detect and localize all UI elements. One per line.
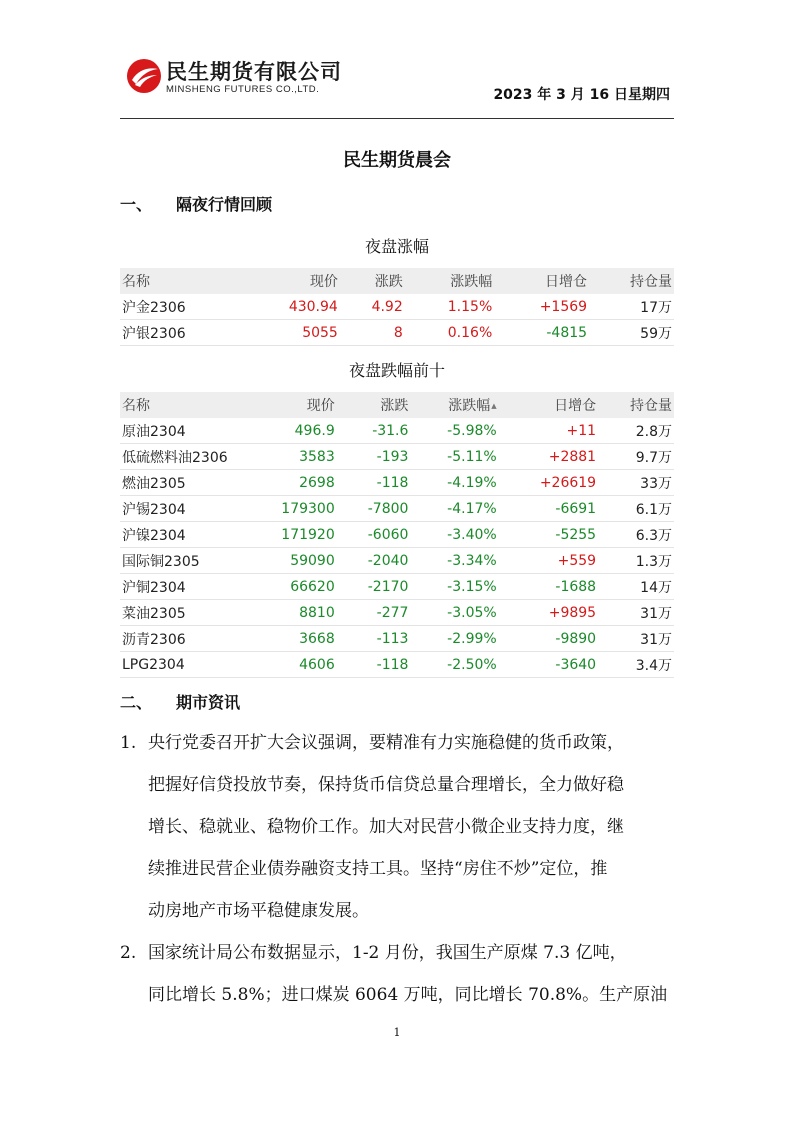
cell-change: -2040 <box>337 548 411 574</box>
cell-change: -118 <box>337 652 411 678</box>
cell-oi: 59万 <box>589 320 674 346</box>
cell-name: LPG2304 <box>120 652 242 678</box>
header-divider <box>120 118 674 119</box>
column-header-oi-change <box>494 268 589 294</box>
cell-oi-change: -6691 <box>499 496 598 522</box>
cell-change: -113 <box>337 626 411 652</box>
table-row <box>120 294 674 320</box>
column-header-label: 涨跌 <box>374 274 403 290</box>
cell-change: -31.6 <box>337 418 411 444</box>
cell-oi-change: -3640 <box>499 652 598 678</box>
column-header-pct <box>410 392 498 418</box>
cell-oi-change: +9895 <box>499 600 598 626</box>
cell-pct: -3.05% <box>410 600 498 626</box>
column-header-label: 持仓量 <box>630 274 672 290</box>
cell-price: 59090 <box>242 548 337 574</box>
cell-change: 4.92 <box>340 294 405 320</box>
cell-name: 沪金2306 <box>120 294 242 320</box>
column-header-label: 日增仓 <box>554 398 597 414</box>
cell-name: 燃油2305 <box>120 470 242 496</box>
cell-price: 66620 <box>242 574 337 600</box>
news-list <box>120 722 676 1016</box>
cell-pct: -3.15% <box>410 574 498 600</box>
cell-price: 496.9 <box>242 418 337 444</box>
section-heading-overnight <box>120 192 272 215</box>
table-caption-gainers: 夜盘涨幅 <box>364 237 429 256</box>
cell-change: -193 <box>337 444 411 470</box>
section-title: 期市资讯 <box>176 693 241 712</box>
company-name-cn: 民生期货有限公司 <box>166 60 342 84</box>
column-header-label: 涨跌幅 <box>450 274 493 290</box>
cell-oi: 17万 <box>589 294 674 320</box>
column-header-label: 名称 <box>122 274 150 290</box>
cell-price: 3668 <box>242 626 337 652</box>
cell-change: -277 <box>337 600 411 626</box>
cell-name: 沥青2306 <box>120 626 242 652</box>
column-header-label: 名称 <box>122 398 150 414</box>
cell-change: -2170 <box>337 574 411 600</box>
cell-price: 5055 <box>242 320 340 346</box>
news-line: 同比增长 5.8%；进口煤炭 6064 万吨，同比增长 70.8%。生产原油 <box>148 985 668 1005</box>
cell-pct: -3.34% <box>410 548 498 574</box>
column-header-label: 现价 <box>309 274 338 290</box>
cell-change: 8 <box>340 320 405 346</box>
cell-pct: 0.16% <box>405 320 495 346</box>
cell-pct: -2.99% <box>410 626 498 652</box>
cell-name: 低硫燃料油2306 <box>120 444 242 470</box>
news-line: 动房地产市场平稳健康发展。 <box>148 901 369 921</box>
report-date: 2023 年 3 月 16 日星期四 <box>493 87 670 103</box>
column-header-price <box>242 392 337 418</box>
table-row <box>120 444 674 470</box>
cell-pct: -5.98% <box>410 418 498 444</box>
cell-pct: -4.19% <box>410 470 498 496</box>
cell-name: 沪锡2304 <box>120 496 242 522</box>
table-header-row <box>120 268 674 294</box>
column-header-label: 涨跌 <box>380 398 409 414</box>
cell-change: -118 <box>337 470 411 496</box>
section-number: 二、 <box>120 693 153 712</box>
table-row <box>120 548 674 574</box>
cell-oi: 6.1万 <box>598 496 674 522</box>
news-line: 续推进民营企业债券融资支持工具。坚持“房住不炒”定位，推 <box>148 859 608 879</box>
column-header-change <box>337 392 411 418</box>
news-item <box>120 932 676 1016</box>
sort-up-icon: ▲ <box>491 402 497 410</box>
news-line: 把握好信贷投放节奏，保持货币信贷总量合理增长，全力做好稳 <box>148 775 624 795</box>
table-row <box>120 600 674 626</box>
cell-name: 沪镍2304 <box>120 522 242 548</box>
news-line: 增长、稳就业、稳物价工作。加大对民营小微企业支持力度，继 <box>148 817 624 837</box>
column-header-oi-change <box>499 392 598 418</box>
cell-price: 171920 <box>242 522 337 548</box>
column-header-label: 日增仓 <box>545 274 588 290</box>
cell-oi: 9.7万 <box>598 444 674 470</box>
cell-oi: 1.3万 <box>598 548 674 574</box>
cell-name: 国际铜2305 <box>120 548 242 574</box>
column-header-change <box>340 268 405 294</box>
cell-name: 原油2304 <box>120 418 242 444</box>
cell-oi: 14万 <box>598 574 674 600</box>
column-header-pct <box>405 268 495 294</box>
news-line: 国家统计局公布数据显示，1-2 月份，我国生产原煤 7.3 亿吨， <box>148 943 627 963</box>
cell-name: 沪银2306 <box>120 320 242 346</box>
company-name-en: MINSHENG FUTURES CO.,LTD. <box>166 84 320 95</box>
section-title: 隔夜行情回顾 <box>176 195 273 214</box>
company-logo <box>126 56 366 100</box>
cell-oi: 2.8万 <box>598 418 674 444</box>
news-line: 央行党委召开扩大会议强调，要精准有力实施稳健的货币政策， <box>148 733 624 753</box>
table-row <box>120 418 674 444</box>
column-header-label: 涨跌幅 <box>448 398 491 414</box>
cell-pct: -2.50% <box>410 652 498 678</box>
cell-oi-change: -4815 <box>494 320 589 346</box>
cell-oi: 31万 <box>598 626 674 652</box>
table-row <box>120 470 674 496</box>
column-header-price <box>242 268 340 294</box>
cell-oi: 31万 <box>598 600 674 626</box>
cell-change: -7800 <box>337 496 411 522</box>
cell-oi-change: -9890 <box>499 626 598 652</box>
cell-price: 430.94 <box>242 294 340 320</box>
news-index: 2. <box>120 943 137 963</box>
table-row <box>120 320 674 346</box>
cell-name: 沪铜2304 <box>120 574 242 600</box>
column-header-label: 现价 <box>306 398 335 414</box>
cell-oi-change: +559 <box>499 548 598 574</box>
table-header-row <box>120 392 674 418</box>
page-number: 1 <box>393 1026 401 1039</box>
cell-oi: 3.4万 <box>598 652 674 678</box>
cell-oi-change: +26619 <box>499 470 598 496</box>
news-index: 1. <box>120 733 137 753</box>
cell-oi-change: +11 <box>499 418 598 444</box>
cell-change: -6060 <box>337 522 411 548</box>
column-header-name <box>120 392 242 418</box>
cell-oi-change: -1688 <box>499 574 598 600</box>
news-item <box>120 722 676 932</box>
cell-oi: 33万 <box>598 470 674 496</box>
table-row <box>120 496 674 522</box>
night-gainers-table <box>120 268 674 346</box>
night-losers-table <box>120 392 674 678</box>
column-header-oi <box>598 392 674 418</box>
document-title: 民生期货晨会 <box>343 150 451 171</box>
cell-oi-change: -5255 <box>499 522 598 548</box>
cell-pct: -4.17% <box>410 496 498 522</box>
cell-price: 179300 <box>242 496 337 522</box>
column-header-oi <box>589 268 674 294</box>
table-row <box>120 574 674 600</box>
section-heading-news <box>120 690 240 713</box>
column-header-name <box>120 268 242 294</box>
cell-price: 8810 <box>242 600 337 626</box>
cell-oi-change: +2881 <box>499 444 598 470</box>
table-row <box>120 522 674 548</box>
cell-pct: -5.11% <box>410 444 498 470</box>
cell-oi-change: +1569 <box>494 294 589 320</box>
minsheng-logo-icon <box>126 58 162 94</box>
table-row <box>120 652 674 678</box>
cell-name: 菜油2305 <box>120 600 242 626</box>
table-caption-losers: 夜盘跌幅前十 <box>348 361 445 380</box>
cell-pct: 1.15% <box>405 294 495 320</box>
cell-price: 3583 <box>242 444 337 470</box>
column-header-label: 持仓量 <box>630 398 672 414</box>
section-number: 一、 <box>120 195 153 214</box>
cell-pct: -3.40% <box>410 522 498 548</box>
table-row <box>120 626 674 652</box>
cell-price: 4606 <box>242 652 337 678</box>
cell-price: 2698 <box>242 470 337 496</box>
cell-oi: 6.3万 <box>598 522 674 548</box>
